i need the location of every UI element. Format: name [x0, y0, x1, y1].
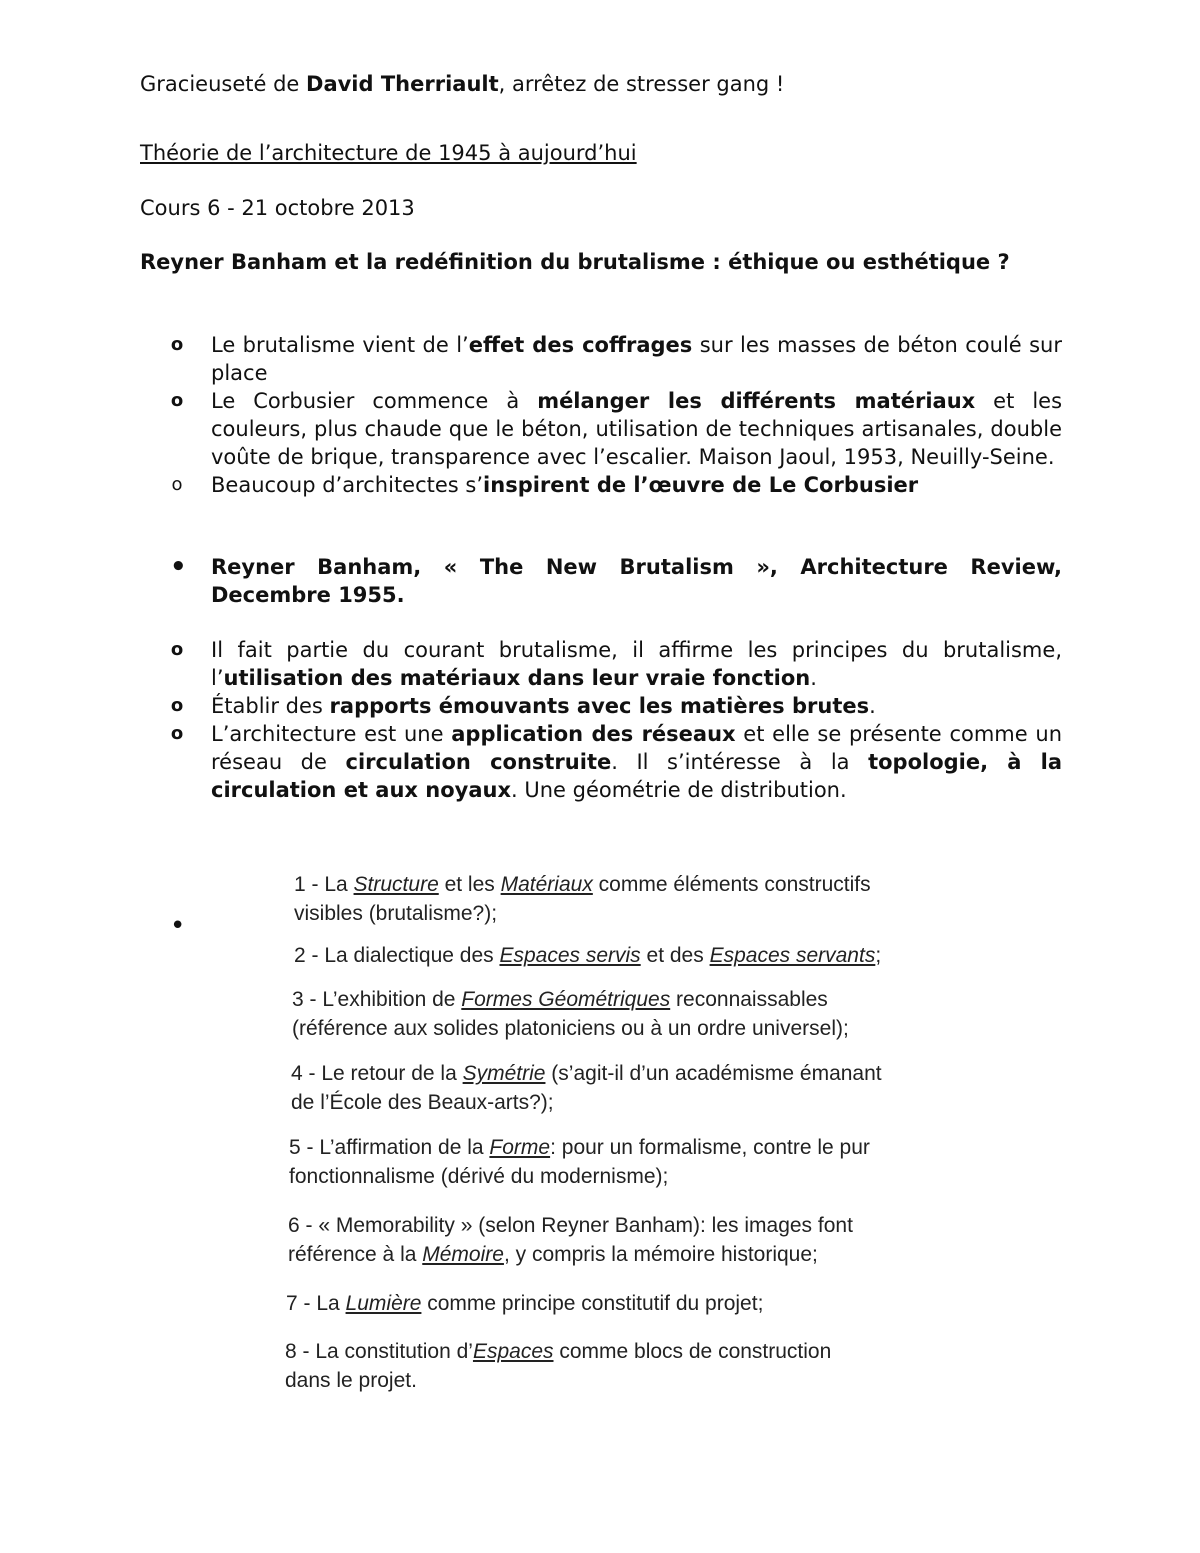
scan-item-5 — [289, 1133, 870, 1162]
text-run: et elle se présente comme un réseau de — [211, 722, 1063, 774]
text-run: 7 - La — [286, 1292, 346, 1315]
emphasis-run: Formes Géométriques — [461, 988, 671, 1011]
credit-prefix: Gracieuseté de — [140, 72, 307, 96]
circle-bullet-icon: o — [170, 390, 184, 411]
text-run: 2 - La dialectique des — [294, 944, 500, 967]
text-run: L’architecture est une — [211, 722, 452, 746]
credit-name: David Therriault — [306, 72, 499, 96]
bold-run: topologie, à la circulation et aux noyaux — [211, 750, 1062, 802]
list-item — [170, 692, 1062, 720]
list-item — [170, 471, 1062, 499]
emphasis-run: Espaces — [472, 1340, 554, 1363]
bold-run: rapports émouvants avec les matières brutes — [329, 694, 870, 718]
scan-item-1-cont: visibles (brutalisme?); — [294, 902, 498, 925]
scan-item-6: 6 - « Memorability » (selon Reyner Banham): les images font — [288, 1214, 853, 1237]
text-run: . — [810, 666, 817, 690]
bold-run: effet des coffrages — [468, 333, 693, 357]
bullet-list-brutalism — [170, 331, 1062, 499]
list-item — [170, 720, 1062, 804]
circle-bullet-icon: o — [170, 639, 184, 660]
text-run: . — [869, 694, 876, 718]
text-run: : pour un formalisme, contre le pur — [550, 1136, 870, 1159]
scan-item-2 — [294, 941, 881, 970]
text-run: et des — [640, 944, 710, 967]
circle-bullet-icon: o — [171, 474, 183, 495]
text-run: Le brutalisme vient de l’ — [211, 333, 469, 357]
emphasis-run: Lumière — [345, 1292, 422, 1315]
bold-run: utilisation des matériaux dans leur vraie fonction — [223, 666, 811, 690]
text-run: 8 - La constitution d’ — [285, 1340, 473, 1363]
text-run: (s’agit-il d’un académisme émanant — [545, 1062, 882, 1085]
text-run: Beaucoup d’architectes s’ — [211, 473, 484, 497]
dot-bullet-icon: • — [170, 552, 187, 582]
text-run: référence à la — [288, 1243, 423, 1266]
list-item — [170, 331, 1062, 387]
scan-item-8-cont: dans le projet. — [285, 1369, 417, 1392]
bullet-list-reference — [170, 553, 1062, 609]
text-run: Le Corbusier commence à — [211, 389, 538, 413]
emphasis-run: Espaces servis — [499, 944, 641, 967]
text-run: reconnaissables — [670, 988, 828, 1011]
emphasis-run: Espaces servants — [709, 944, 876, 967]
text-run: 3 - L’exhibition de — [292, 988, 462, 1011]
text-run: comme éléments constructifs — [592, 873, 871, 896]
text-run: , y compris la mémoire historique; — [503, 1243, 818, 1266]
bold-run: circulation construite — [345, 750, 612, 774]
text-run: 1 - La — [294, 873, 354, 896]
emphasis-run: Structure — [353, 873, 439, 896]
scan-item-7 — [286, 1289, 763, 1318]
section-title: Reyner Banham et la redéfinition du brutalisme : éthique ou esthétique ? — [140, 250, 1010, 274]
credit-line — [140, 70, 784, 98]
bold-run: inspirent de l’œuvre de Le Corbusier — [483, 473, 919, 497]
text-run: et les — [438, 873, 501, 896]
emphasis-run: Forme — [489, 1136, 551, 1159]
text-run: 5 - L’affirmation de la — [289, 1136, 490, 1159]
bold-run: application des réseaux — [451, 722, 736, 746]
scan-item-6-cont — [288, 1240, 818, 1269]
list-item — [170, 387, 1062, 471]
list-item — [170, 636, 1062, 692]
scan-item-1 — [294, 870, 871, 899]
course-date: Cours 6 - 21 octobre 2013 — [140, 196, 415, 220]
circle-bullet-icon: o — [170, 695, 184, 716]
bold-run: Reyner Banham, « The New Brutalism », Architecture Review, Decembre 1955. — [211, 555, 1062, 607]
credit-suffix: , arrêtez de stresser gang ! — [498, 72, 785, 96]
dot-bullet-icon: • — [170, 911, 186, 941]
bold-run: mélanger les différents matériaux — [537, 389, 976, 413]
scan-item-3-cont: (référence aux solides platoniciens ou à un ordre universel); — [292, 1017, 849, 1040]
bullet-list-banham — [170, 636, 1062, 804]
text-run: . Une géométrie de distribution. — [511, 778, 847, 802]
list-item — [170, 553, 1062, 609]
text-run: Il fait partie du courant brutalisme, il affirme les principes du brutalisme, l’ — [211, 638, 1062, 690]
scan-item-8 — [285, 1337, 831, 1366]
text-run: et les couleurs, plus chaude que le béton, utilisation de techniques artisanales, double voûte de brique, transparence avec l’escalier. Maison Jaoul, 1953, Neuilly-Seine. — [211, 389, 1063, 469]
emphasis-run: Mémoire — [422, 1243, 504, 1266]
scanned-list-image — [262, 862, 980, 1407]
course-title: Théorie de l’architecture de 1945 à aujourd’hui — [140, 141, 637, 165]
scan-item-4-cont: de l’École des Beaux-arts?); — [291, 1091, 554, 1114]
text-run: Établir des — [211, 694, 330, 718]
text-run: comme blocs de construction — [553, 1340, 832, 1363]
scan-item-3 — [292, 985, 828, 1014]
scan-item-4 — [291, 1059, 882, 1088]
emphasis-run: Symétrie — [462, 1062, 546, 1085]
emphasis-run: Matériaux — [500, 873, 593, 896]
text-run: 4 - Le retour de la — [291, 1062, 463, 1085]
text-run: ; — [875, 944, 882, 967]
circle-bullet-icon: o — [170, 334, 184, 355]
circle-bullet-icon: o — [170, 723, 184, 744]
scan-item-5-cont: fonctionnalisme (dérivé du modernisme); — [289, 1165, 669, 1188]
text-run: sur les masses de béton coulé sur place — [211, 333, 1062, 385]
text-run: comme principe constitutif du projet; — [421, 1292, 764, 1315]
text-run: . Il s’intéresse à la — [611, 750, 869, 774]
